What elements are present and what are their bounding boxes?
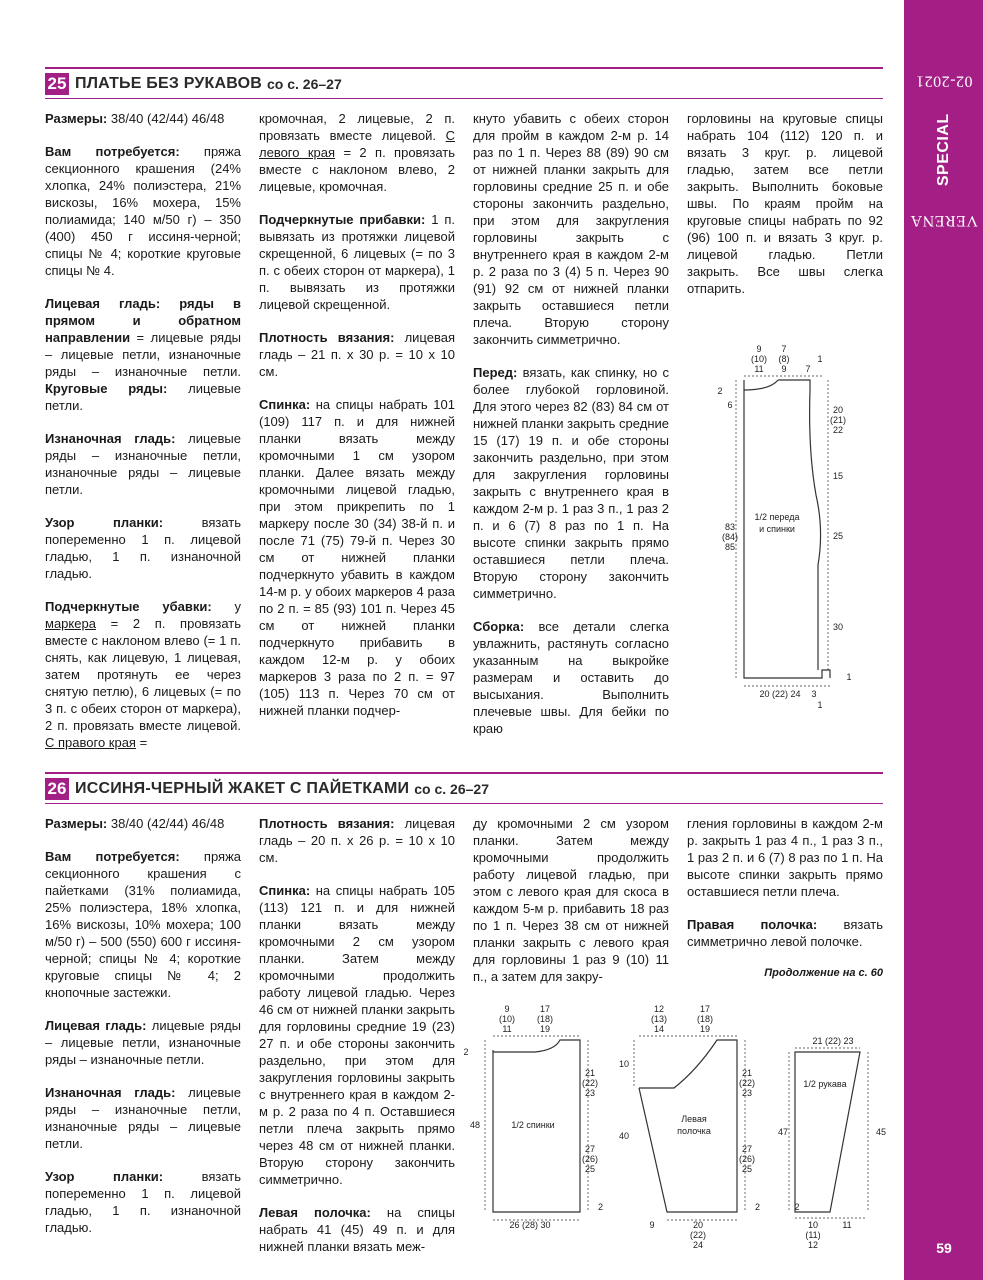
svg-text:и спинки: и спинки (759, 524, 795, 534)
svg-text:21: 21 (741, 1068, 753, 1078)
svg-text:2: 2 (754, 1202, 760, 1212)
svg-text:30: 30 (832, 622, 844, 632)
svg-text:9: 9 (504, 1004, 510, 1014)
section-title: ИССИНЯ-ЧЕРНЫЙ ЖАКЕТ С ПАЙЕТКАМИ (75, 780, 410, 797)
svg-text:9: 9 (781, 364, 787, 374)
svg-text:11: 11 (502, 1024, 512, 1034)
svg-text:1/2 спинки: 1/2 спинки (511, 1120, 555, 1130)
svg-text:2: 2 (597, 1202, 603, 1212)
svg-text:40: 40 (618, 1131, 630, 1141)
svg-text:1: 1 (817, 700, 823, 710)
svg-text:10: 10 (618, 1059, 630, 1069)
svg-text:(10): (10) (750, 354, 768, 364)
svg-text:20: 20 (692, 1220, 704, 1230)
page-number: 59 (936, 1240, 952, 1256)
section-number: 26 (45, 778, 69, 800)
svg-text:1: 1 (817, 354, 823, 364)
svg-text:17: 17 (539, 1004, 551, 1014)
jacket-back-diagram (455, 1000, 605, 1255)
section-top-rule (45, 67, 883, 69)
section-26-column-1: Размеры: 38/40 (42/44) 46/48 Вам потребуется: пряжа секционного крашения с пайетками (31% полиамида, 25% полиэстера, 18% хлопка, 16% вискозы, 10% мохера; 100 м/50 г) – 500 (550) 600 г иссиня-черной; спицы № 4; короткие круговые спицы № 4; 2 кнопочные застежки. Лицевая гладь: лицевые ряды – лицевые петли, изнаночные ряды – изнаночные петли. Изнаночная гладь: лицевые ряды – изнаночные петли, изнаночные ряды – лицевые петли. Узор планки: вязать попеременно 1 п. лицевой гладью, 1 п. изнаночной гладью. (45, 816, 242, 1235)
continued-note: Продолжение на с. 60 (764, 967, 883, 979)
svg-text:25: 25 (584, 1164, 596, 1174)
svg-text:(22): (22) (738, 1078, 756, 1088)
svg-text:(10): (10) (498, 1014, 516, 1024)
svg-text:9: 9 (649, 1220, 655, 1230)
svg-text:1/2 рукава: 1/2 рукава (803, 1079, 847, 1089)
svg-text:25: 25 (741, 1164, 753, 1174)
jacket-sleeve-diagram (765, 1020, 890, 1255)
section-26-column-4: гления горловины в каждом 2-м р. закрыть 1 раз 4 п., 1 раз 3 п., 1 раз 2 п. и 6 (7) 8 раз по 1 п. На высоте спинки закрыть прямо оставшиеся петли плеча. Правая полочка: вязать симметрично левой полочке. (687, 816, 883, 949)
svg-text:(13): (13) (650, 1014, 668, 1024)
svg-text:(26): (26) (738, 1154, 756, 1164)
svg-text:21: 21 (584, 1068, 596, 1078)
svg-text:25: 25 (832, 531, 844, 541)
section-26-header (45, 778, 489, 800)
section-26-column-3: ду кромочными 2 см узором планки. Затем между кромочными продолжить работу лицевой гладью, при этом с левого края для скоса в каждом 5-м р. прибавить 18 раз по 1 п. Через 38 см от нижней планки закрыть с левого края для горловины 1 раз 9 (10) 11 п., а затем для закру- (473, 816, 669, 984)
svg-text:1: 1 (846, 672, 852, 682)
svg-text:12: 12 (807, 1240, 819, 1250)
svg-text:12: 12 (653, 1004, 665, 1014)
svg-text:1/2 переда: 1/2 переда (754, 512, 800, 522)
svg-text:2: 2 (717, 386, 723, 396)
svg-text:2: 2 (794, 1202, 800, 1212)
svg-text:15: 15 (832, 471, 844, 481)
svg-text:11: 11 (842, 1220, 852, 1230)
svg-text:19: 19 (539, 1024, 551, 1034)
svg-text:20 (22) 24: 20 (22) 24 (759, 689, 801, 699)
section-top-rule (45, 772, 883, 774)
svg-text:(22): (22) (581, 1078, 599, 1088)
svg-text:(8): (8) (778, 354, 790, 364)
section-page-ref: со с. 26–27 (267, 76, 342, 92)
svg-text:24: 24 (692, 1240, 704, 1250)
svg-text:14: 14 (653, 1024, 665, 1034)
svg-text:26 (28) 30: 26 (28) 30 (509, 1220, 551, 1230)
section-title: ПЛАТЬЕ БЕЗ РУКАВОВ (75, 75, 263, 92)
svg-text:11: 11 (754, 364, 764, 374)
svg-text:(18): (18) (536, 1014, 554, 1024)
svg-text:7: 7 (781, 344, 787, 354)
svg-text:85: 85 (724, 542, 736, 552)
svg-text:19: 19 (699, 1024, 711, 1034)
svg-text:21 (22) 23: 21 (22) 23 (812, 1036, 854, 1046)
svg-text:(18): (18) (696, 1014, 714, 1024)
section-26-column-2: Плотность вязания: лицевая гладь – 20 п. х 26 р. = 10 х 10 см. Спинка: на спицы набрать 105 (113) 121 п. и для нижней планки вязать между кромочными 2 см узором планки. Затем между кромочными продолжить работу лицевой гладью. Через 46 см от нижней планки закрыть для горловины средние 19 (23) 27 п. и обе стороны закончить раздельно, при этом для закругления горловины закрыть с внутреннего края в каждом 2-м р. 2 раза по 4 п. Оставшиеся петли плеча закрыть прямо через 48 см от нижней планки. Вторую сторону закончить симметрично. Левая полочка: на спицы набрать 41 (45) 49 п. и для нижней планки вязать меж- (259, 816, 455, 1254)
svg-text:2: 2 (463, 1047, 469, 1057)
svg-text:Левая: Левая (681, 1114, 707, 1124)
svg-text:20: 20 (832, 405, 844, 415)
section-page-ref: со с. 26–27 (414, 781, 489, 797)
section-25-header (45, 73, 342, 95)
svg-text:23: 23 (584, 1088, 596, 1098)
svg-text:9: 9 (756, 344, 762, 354)
svg-text:23: 23 (741, 1088, 753, 1098)
section-header-rule (45, 803, 883, 804)
section-header-rule (45, 98, 883, 99)
svg-text:47: 47 (777, 1127, 789, 1137)
svg-text:(22): (22) (689, 1230, 707, 1240)
section-25-column-2: кромочная, 2 лицевые, 2 п. провязать вместе лицевой. С левого края = 2 п. провязать вместе с наклоном влево, 2 лицевые, кромочная. Подчеркнутые прибавки: 1 п. вывязать из протяжки лицевой скрещенной, 6 лицевых (= по 3 п. с обеих сторон от маркера), 1 п. вывязать из протяжки лицевой скрещенной. Плотность вязания: лицевая гладь – 21 п. х 30 р. = 10 х 10 см. Спинка: на спицы набрать 101 (109) 117 п. и для нижней планки вязать между кромочными 1 см узором планки. Далее вязать между кромочными лицевой гладью, при этом прикрепить по 1 маркеру после 30 (34) 38-й п. и после 71 (75) 79-й п. Через 30 см от нижней планки подчеркнуто убавить в каждом 14-м р. у обоих маркеров 4 раза по 2 п. = 85 (93) 101 п. Через 45 см от нижней планки подчеркнуто прибавить в каждом 12-м р. у обоих маркеров 3 раза по 2 п. = 97 (105) 113 п. Через 70 см от нижней планки подчер- (259, 111, 455, 718)
magazine-issue-label: VERENASPECIAL 02-2021 (910, 71, 978, 229)
jacket-left-front-diagram (612, 1000, 762, 1255)
section-25-column-3: кнуто убавить с обеих сторон для пройм в каждом 2-м р. 14 раз по 1 п. Через 88 (89) 90 см от нижней планки закрыть для горловины средние 25 п. и обе стороны закончить раздельно, при этом для закругления горловины закрыть с внутреннего края в каждом 2-м р. 2 раза по 3 (4) 5 п. Через 90 (91) 92 см от нижней планки закрыть оставшиеся петли плеча. Вторую сторону закончить симметрично. Перед: вязать, как спинку, но с более глубокой горловиной. Для этого через 82 (83) 84 см от нижней планки закрыть средние 15 (17) 19 п. и обе стороны закончить раздельно, при этом для закругления горловины закрыть с внутреннего края в каждом 2-м р. 1 раз 3 п., 1 раз 2 п. и 6 (7) 8 раз по 1 п. На высоте спинки закрыть прямо оставшиеся петли плеча. Вторую сторону закончить симметрично. Сборка: все детали слегка увлажнить, растянуть согласно указанным на выкройке размерам и оставить до высыхания. Выполнить плечевые швы. Для бейки по краю (473, 111, 669, 736)
dress-pattern-diagram (700, 340, 870, 720)
svg-text:48: 48 (469, 1120, 481, 1130)
svg-text:10: 10 (807, 1220, 819, 1230)
section-25-column-4: горловины на круговые спицы набрать 104 (112) 120 п. и вязать 3 круг. р. лицевой гладью, затем все петли закрыть. Выполнить боковые швы. По краям пройм на круговые спицы набрать по 92 (96) 100 п. и вязать 3 круг. р. лицевой гладью. Петли закрыть. Все швы слегка отпарить. (687, 111, 883, 296)
svg-text:(26): (26) (581, 1154, 599, 1164)
svg-text:полочка: полочка (677, 1126, 711, 1136)
svg-text:3: 3 (811, 689, 817, 699)
svg-text:17: 17 (699, 1004, 711, 1014)
section-number: 25 (45, 73, 69, 95)
svg-text:(11): (11) (805, 1230, 821, 1240)
section-25-column-1: Размеры: 38/40 (42/44) 46/48 Вам потребуется: пряжа секционного крашения (24% хлопка, 24% полиэстера, 21% вискозы, 16% мохера, 15% полиамида; 140 м/50 г) – 350 (400) 450 г иссиня-черной; спицы № 4; короткие круговые спицы № 4. Лицевая гладь: ряды в прямом и обратном направлении = лицевые ряды – лицевые петли, изнаночные ряды – изнаночные петли. Круговые ряды: лицевые петли. Изнаночная гладь: лицевые ряды – изнаночные петли, изнаночные ряды – лицевые петли. Узор планки: вязать попеременно 1 п. лицевой гладью, 1 п. изнаночной гладью. Подчеркнутые убавки: у маркера = 2 п. провязать вместе с наклоном влево (= 1 п. снять, как лицевую, 1 лицевая, затем протянуть ее через снятую петлю), 6 лицевых (= по 3 п. с обеих сторон от маркера), 2 п. провязать вместе лицевой. С правого края = (45, 111, 242, 750)
svg-text:7: 7 (805, 364, 811, 374)
svg-text:45: 45 (875, 1127, 887, 1137)
svg-text:(21): (21) (829, 415, 847, 425)
svg-text:6: 6 (727, 400, 733, 410)
svg-text:27: 27 (584, 1144, 596, 1154)
svg-text:(84): (84) (721, 532, 739, 542)
svg-text:22: 22 (832, 425, 844, 435)
svg-text:83: 83 (724, 522, 736, 532)
svg-text:27: 27 (741, 1144, 753, 1154)
